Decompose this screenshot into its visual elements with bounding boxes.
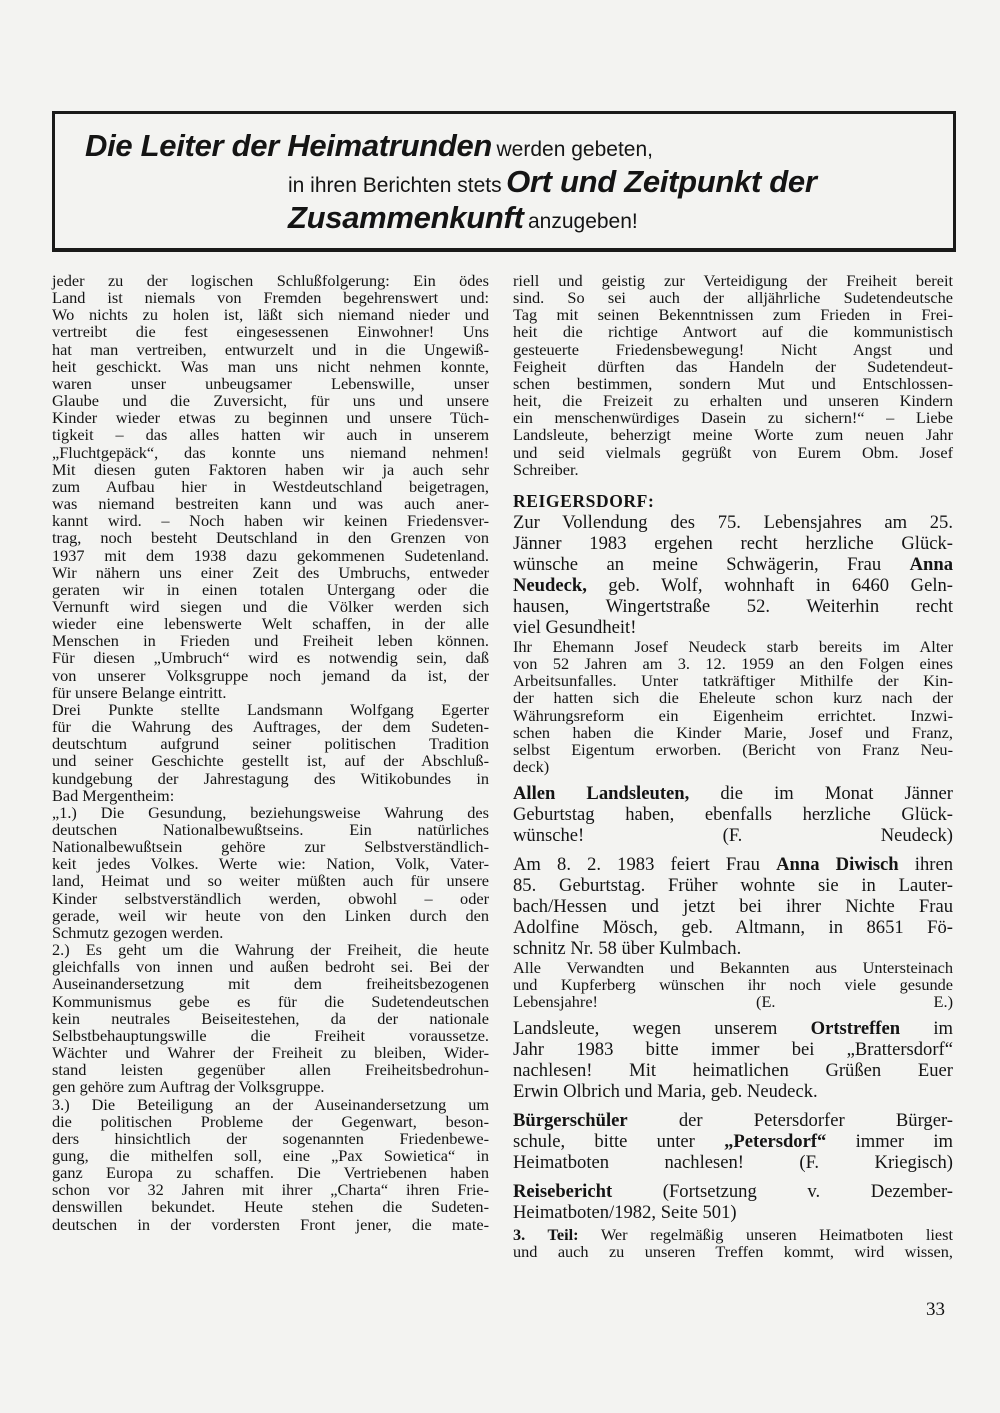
bold-text: Ortstreffen [810,1017,901,1039]
notice-line-2 [288,164,817,200]
text-line: Währungsreform ein Eigenheim errichtet. Inzwi- [513,705,953,725]
text-line: ein menschenwürdiges Dasein zu sichern!“ – Liebe [513,408,953,428]
text-line: land, Heimat und so weiter müßten auch für unsere [52,871,489,891]
text-line: selbst Eigentum erworben. (Bericht von Franz Neu- [513,739,953,759]
paragraph [513,783,953,846]
text-line: ders hinsichtlich der sogenannten Friedenbewe- [52,1128,489,1148]
text-line: 3.) Die Beteiligung an der Auseinandersetzung um [52,1094,489,1114]
bold-text: Anna Diwisch [776,854,899,876]
text-line: Selbstbehauptungswille die Freiheit voraussetze. [52,1025,489,1045]
text: immer im [826,1130,953,1152]
text-line: 85. Geburtstag. Früher wohnte sie in Lauter- [513,875,953,897]
text-line: Kinder selbstverständlich werden, obwohl – oder [52,888,489,908]
paragraph [513,959,953,1010]
text-line: heit, die Freizeit zu erhalten und unseren Kindern [513,391,953,411]
text-line: Schmutz gezogen werden. [52,922,224,942]
text-line: Zur Vollendung des 75. Lebensjahres am 25. [513,511,953,533]
text-line: der hatten sich die Eheleute schon kurz nach der [513,688,953,708]
text-line: keit jedes Volkes. Werte wie: Nation, Volk, Vater- [52,854,489,874]
text: Landsleute, wegen unserem [513,1017,811,1039]
paragraph [513,1181,953,1223]
text-line: Wo nichts zu holen ist, läßt sich niemand nieder und [52,305,489,325]
text-line: wieder eine lebenswerte Welt schaffen, in der alle [52,614,489,634]
notice-box [52,111,956,252]
text-line: viel Gesundheit! [513,616,637,638]
bold-text: Neudeck, [513,574,587,596]
text-line: deutschen Nationalbewußtseins. Ein natürliches [52,820,489,839]
paragraph [513,1018,953,1102]
text-line: REIGERSDORF: [513,490,655,511]
text-line: gerade, weil wir heute von den Linken durch den [52,905,489,925]
text-line [513,554,953,575]
text-line: deck) [513,756,550,776]
text-line: Menschen in Frieden und Freiheit leben können. [52,631,489,651]
text-line [513,1018,953,1039]
text-line: sind. So sei auch der alljährliche Sudetendeutsche [513,288,953,308]
text-line: gleichfalls von innen und außen bedroht sei. Bei der [52,957,489,977]
text-line: Adolfine Mösch, geb. Altmann, in 8651 Fö- [513,917,953,939]
text-line: hat man vertreiben, entwurzelt und in die Ungewiß- [52,339,489,359]
text-line: Alle Verwandten und Bekannten aus Untersteinach [513,958,953,978]
text-line: Land ist niemals von Fremden begehrenswert und: [52,288,489,308]
text-line: jeder zu der logischen Schlußfolgerung: Ein ödes [52,271,489,290]
paragraph [513,1110,953,1173]
text-line: deutschen in der vordersten Front jener, die mate- [52,1214,489,1234]
text: im [900,1017,954,1039]
bold-text: Allen Landsleuten, [513,783,690,805]
text: wünsche an meine Schwägerin, Frau [513,553,910,575]
text-line: Glaube und die Zuversicht, für uns und unsere [52,391,489,411]
text-line [513,783,953,804]
text-line: hausen, Wingertstraße 52. Weiterhin recht [513,595,953,617]
text-line [513,854,953,875]
text-line: stand leisten gegenüber allen Freiheitsbedrohun- [52,1060,489,1080]
text: Wer regelmäßig unseren Heimatboten liest [578,1224,953,1244]
text-line: Kinder wieder etwas zu beginnen und unsere Tüch- [52,408,489,428]
bold-text: Reisebericht [513,1180,613,1202]
text-line: und auch zu unseren Treffen kommt, wird wissen, [513,1241,953,1261]
paragraph [52,701,489,804]
text-line: Landsleute, beherzigt meine Worte zum neuen Jahr [513,425,953,445]
paragraph [52,804,489,941]
text-line: Tag mit seinen Bekenntnissen zum Frieden in Frei- [513,305,953,325]
text-line: Jahr 1983 bitte immer bei „Brattersdorf“ [513,1038,953,1060]
text-line: vertreibt die fest eingesessenen Einwohner! Uns [52,322,489,342]
text: geb. Wolf, wohnhaft in 6460 Geln- [586,574,953,596]
bold-text: 3. Teil: [513,1224,579,1244]
text-line: Heimatboten/1982, Seite 501) [513,1201,737,1223]
text-line: schen haben die Kinder Marie, Josef und Franz, [513,722,953,742]
bold-text: Bürgerschüler [513,1109,628,1131]
text-line: ganz Europa zu schaffen. Die Vertriebenen haben [52,1163,489,1183]
text: der Petersdorfer Bürger- [627,1109,953,1131]
paragraph [52,272,489,701]
text-line: schon vor 32 Jahren mit ihrer „Charta“ ihren Frie- [52,1180,489,1200]
text-line: waren unser unbeugsamer Lebenswille, unser [52,373,489,393]
notice-line-1 [85,128,653,164]
text-line: gung, die mithelfen soll, eine „Pax Sowietica“ in [52,1145,489,1165]
text-line: 1937 mit dem 1938 dazu gekommenen Sudetenland. [52,545,489,565]
text-line: für unsere Belange eintritt. [52,682,227,702]
text-line: riell und geistig zur Verteidigung der Freiheit bereit [513,271,953,290]
paragraph [513,638,953,775]
paragraph [513,1226,953,1260]
text-line: Auseinandersetzung mit dem freiheitsbezogenen [52,974,489,994]
text-line: von 52 Jahren am 3. 12. 1959 an den Folgen eines [513,654,953,674]
text-line: Wir nähern uns einer Zeit des Umbruchs, entweder [52,562,489,582]
text-line: wünsche! (F. Neudeck) [513,825,953,847]
text-line: heit die richtige Antwort auf die kommunistisch [513,322,953,342]
text: die im Monat Jänner [689,783,953,805]
text-line: Geburtstag haben, ebenfalls herzliche Glück- [513,804,953,826]
text-line: Erwin Olbrich und Maria, geb. Neudeck. [513,1080,818,1102]
text-line: schen bestimmen, sondern Mut und Entschlossen- [513,373,953,393]
text-line: „1.) Die Gesundung, beziehungsweise Wahrung des [52,802,489,822]
text-line: gen gehöre zum Auftrag der Volksgruppe. [52,1077,325,1097]
text-line: Bad Mergentheim: [52,785,175,805]
notice-text: anzugeben! [527,210,638,233]
text-line: die politischen Probleme der Gegenwart, beson- [52,1111,489,1131]
bold-text: „Petersdorf“ [724,1130,827,1152]
text-line: zum Aufbau hier in Westdeutschland beigetragen, [52,476,489,496]
text-line: und seid vielmals gegrüßt von Eurem Obm. Josef [513,442,953,462]
text-line: Für diesen „Umbruch“ wird es notwendig sein, daß [52,648,489,668]
text-line [513,1226,953,1243]
text-line: Nationalbewußtsein gehöre zur Selbstverständlich- [52,837,489,857]
text-line: heit geschickt. Was man uns nicht nehmen konnte, [52,356,489,376]
text-line: deutschtum aufgrund seiner politischen Tradition [52,734,489,754]
paragraph [52,941,489,1095]
text-line: Feigheit dürften das Handeln der Sudetendeut- [513,356,953,376]
text-line: Arbeitsunfalles. Unter tatkräftiger Mithilfe der Kin- [513,671,953,691]
text-line [513,575,953,596]
text-line: geraten wir in einen totalen Untergang oder die [52,579,489,599]
text-line: Ihr Ehemann Josef Neudeck starb bereits im Alter [513,636,953,656]
paragraph [513,272,953,478]
text: (Fortsetzung v. Dezember- [612,1180,953,1202]
text-line: Heimatboten nachlesen! (F. Kriegisch) [513,1151,953,1173]
text-line: von unserer Volksgruppe noch jemand da ist, der [52,665,489,685]
text-line: 2.) Es geht um die Wahrung der Freiheit, die heute [52,940,489,960]
text-line: was niemand bestreiten kann und was auch aner- [52,494,489,514]
text-line: schnitz Nr. 58 über Kulmbach. [513,938,742,960]
bold-text: Anna [909,553,953,575]
text-line: Wächter und Wahrer der Freiheit zu bleiben, Wider- [52,1043,489,1063]
notice-line-3 [288,200,638,236]
text-line: bach/Hessen und jetzt bei ihrer Nichte Frau [513,896,953,918]
text-line: kundgebung der Jahrestagung des Witikobundes in [52,768,489,788]
notice-emphasis: Ort und Zeitpunkt der [506,164,817,199]
right-column [513,272,953,1260]
text-line [513,1131,953,1152]
text-line [513,1181,953,1202]
text-line: Lebensjahre! (E. E.) [513,992,953,1012]
notice-emphasis: Zusammenkunft [288,200,524,235]
notice-text: in ihren Berichten stets [288,174,502,197]
text: schule, bitte unter [513,1130,725,1152]
text-line: „Fluchtgepäck“, das konnte uns niemand nehmen! [52,442,489,462]
left-column [52,272,489,1233]
text-line: Vernunft wird siegen und die Völker werden sich [52,596,489,616]
paragraph [513,854,953,959]
notice-title: Die Leiter der Heimatrunden [85,128,493,163]
text-line: gesteuerte Friedensbewegung! Nicht Angst und [513,339,953,359]
text-line: Mit diesen guten Faktoren haben wir ja auch sehr [52,459,489,479]
notice-text: werden gebeten, [496,138,653,161]
text-line: und seiner Geschichte gestellt ist, auf der Abschluß- [52,751,489,771]
text-line: denswillen bekundet. Heute stehen die Sudeten- [52,1197,489,1217]
page-number: 33 [926,1299,945,1320]
section-heading [513,490,953,512]
text-line: nachlesen! Mit heimatlichen Grüßen Euer [513,1059,953,1081]
text-line: für die Wahrung des Auftrages, der dem Sudeten- [52,717,489,737]
text-line: Jänner 1983 ergehen recht herzliche Glück- [513,532,953,554]
text-line: kein neutrales Beiseitestehen, da der nationale [52,1008,489,1028]
text-line: Drei Punkte stellte Landsmann Wolfgang Egerter [52,699,489,719]
text-line [513,1110,953,1131]
paragraph [513,512,953,638]
text-line: tigkeit – das alles hatten wir auch in unserem [52,425,489,445]
text-line: kannt wird. – Noch haben wir keinen Friedensver- [52,511,489,531]
text-line: trag, noch besteht Deutschland in den Grenzen von [52,528,489,548]
text-line: Schreiber. [513,459,579,479]
text: Am 8. 2. 1983 feiert Frau [513,854,777,876]
text-line: Kommunismus gebe es für die Sudetendeutschen [52,991,489,1011]
paragraph [52,1096,489,1233]
text-line: und Kupferberg wünschen ihr noch viele gesunde [513,975,953,995]
text: ihren [898,854,953,876]
